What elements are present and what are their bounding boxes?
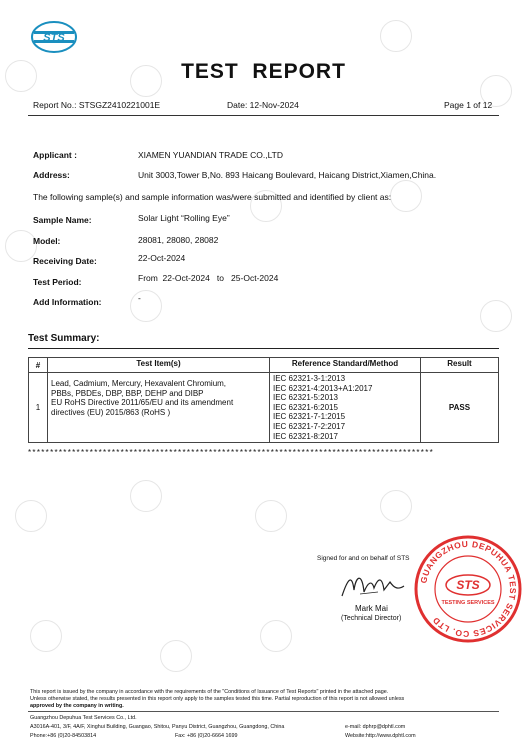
footer-note-3: approved by the company in writing. — [30, 703, 124, 709]
sts-logo-icon — [30, 20, 78, 54]
test-item-line: PBBs, PBDEs, DBP, BBP, DEHP and DIBP — [51, 388, 204, 398]
table-row — [29, 373, 499, 443]
seal-inner-text: TESTING SERVICES — [441, 600, 495, 606]
test-item-line: Lead, Cadmium, Mercury, Hexavalent Chromium, — [51, 379, 227, 388]
standard-line: IEC 62321-8:2017 — [273, 431, 338, 441]
col-header-standard: Reference Standard/Method — [270, 358, 421, 373]
header-divider — [28, 115, 499, 116]
footer-company: Guangzhou Depuhua Test Services Co., Ltd. — [30, 715, 137, 721]
model-label: Model: — [33, 236, 61, 246]
page-title: TEST REPORT — [181, 60, 346, 83]
result-badge: PASS — [421, 373, 499, 443]
test-item-line: EU RoHS Directive 2011/65/EU and its amendment — [51, 398, 234, 408]
footer-fax: Fax: +86 (0)20-6664 1699 — [175, 733, 238, 739]
col-header-item: Test Item(s) — [48, 358, 270, 373]
standard-line: IEC 62321-7-1:2015 — [273, 412, 346, 422]
receiving-date-value: 22-Oct-2024 — [138, 253, 186, 263]
signatory-role: (Technical Director) — [341, 615, 402, 622]
address-label: Address: — [33, 170, 70, 180]
address-value: Unit 3003,Tower B,No. 893 Haicang Boulevard, Haicang District,Xiamen,China. — [138, 170, 437, 180]
intro-text: The following sample(s) and sample information was/were submitted and identified by client as: — [33, 192, 392, 202]
seal-ring-text: GUANGZHOU DEPUHUA TEST SERVICES CO. LTD — [418, 538, 519, 640]
standard-line: IEC 62321-4:2013+A1:2017 — [273, 383, 373, 393]
footer-phone: Phone:+86 (0)20-84503814 — [30, 733, 97, 739]
standard-line: IEC 62321-5:2013 — [273, 393, 338, 403]
footer-divider — [28, 711, 499, 712]
test-items-cell — [48, 373, 270, 443]
table-header-row — [29, 358, 499, 373]
footer-email: e-mail: dphrp@dphtl.com — [345, 724, 406, 730]
test-period-label: Test Period: — [33, 277, 82, 287]
standard-line: IEC 62321-7-2:2017 — [273, 421, 346, 431]
test-summary-table — [28, 357, 499, 443]
add-info-value: - — [138, 293, 141, 303]
seal-logo-text: STS — [456, 578, 480, 592]
test-item-line: directives (EU) 2015/863 (RoHS ) — [51, 407, 171, 417]
footer-address: A3016A-401, 3/F, 4A/F, Xinghui Building, Guangao, Shitou, Panyu District, Guangzhou, Guangdong, China — [30, 724, 285, 730]
signature-icon — [338, 568, 408, 602]
sample-name-value: Solar Light “Rolling Eye” — [138, 213, 230, 223]
signed-for-text: Signed for and on behalf of STS — [317, 555, 410, 562]
report-number: Report No.: STSGZ2410221001E — [33, 100, 161, 110]
receiving-date-label: Receiving Date: — [33, 256, 97, 266]
standard-line: IEC 62321-6:2015 — [273, 402, 338, 412]
sample-name-label: Sample Name: — [33, 215, 92, 225]
footer-note-2: Unless otherwise stated, the results presented in this report only apply to the samples tested this time. Partial reproduction of this report is not allowed unless — [30, 696, 405, 702]
company-seal-icon — [413, 534, 523, 644]
standard-line: IEC 62321-3-1:2013 — [273, 374, 346, 383]
page-number: Page 1 of 12 — [444, 100, 493, 110]
test-period-value: From 22-Oct-2024 to 25-Oct-2024 — [138, 273, 279, 283]
report-date: Date: 12-Nov-2024 — [227, 100, 299, 110]
col-header-num: # — [29, 358, 48, 373]
row-number: 1 — [29, 373, 48, 443]
footer-note-1: This report is issued by the company in accordance with the requirements of the "Conditions of Issuance of Test Reports" printed in the attached page. — [30, 689, 389, 695]
end-of-summary-stars: ******************************************************************************************** — [28, 448, 435, 457]
add-info-label: Add Information: — [33, 297, 102, 307]
col-header-result: Result — [421, 358, 499, 373]
logo-text: STS — [43, 32, 65, 44]
summary-divider — [28, 348, 499, 349]
footer-website: Website:http://www.dphtl.com — [345, 733, 416, 739]
signatory-name: Mark Mai — [355, 604, 388, 613]
test-summary-title: Test Summary: — [28, 333, 100, 344]
standards-cell — [270, 373, 421, 443]
applicant-value: XIAMEN YUANDIAN TRADE CO.,LTD — [138, 150, 283, 160]
model-value: 28081, 28080, 28082 — [138, 235, 219, 245]
applicant-label: Applicant : — [33, 150, 77, 160]
